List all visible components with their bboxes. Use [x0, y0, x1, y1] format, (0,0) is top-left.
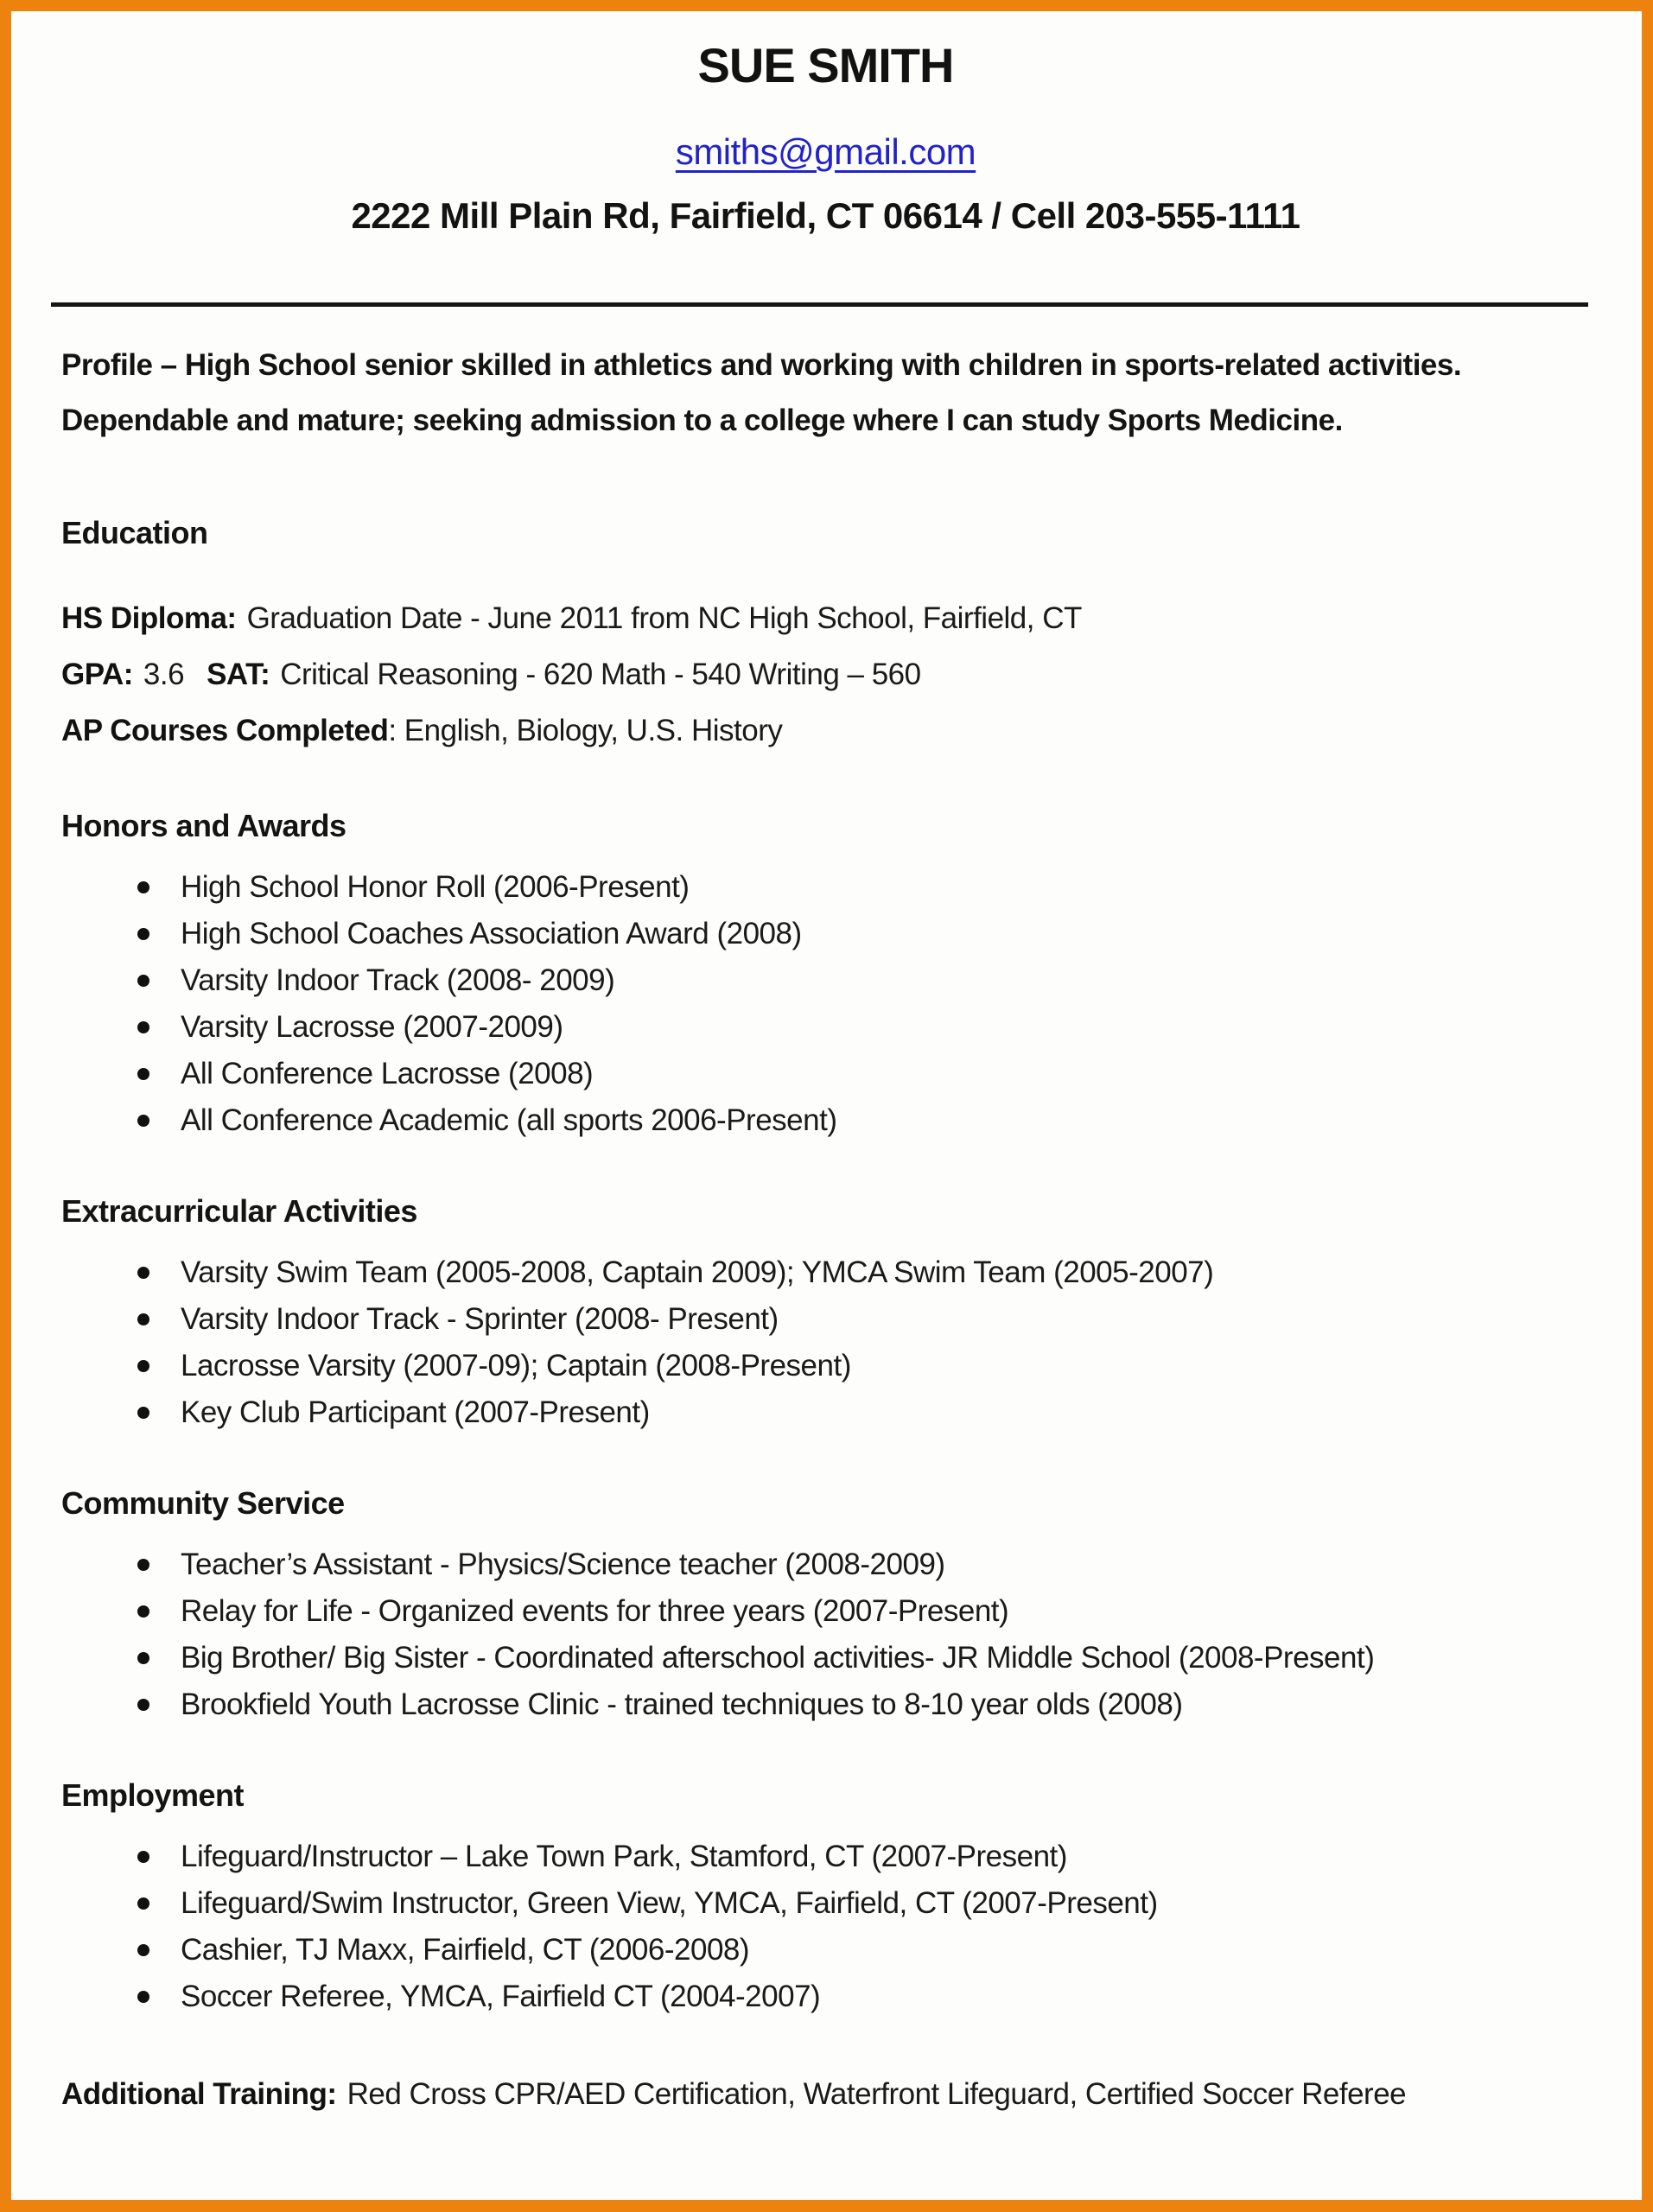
list-item: Varsity Lacrosse (2007-2009)	[51, 1004, 1600, 1051]
list-item: Varsity Indoor Track - Sprinter (2008- Present)	[51, 1296, 1600, 1343]
ap-courses-label: AP Courses Completed	[61, 714, 389, 747]
gpa-value: 3.6	[143, 658, 185, 691]
list-item: Varsity Indoor Track (2008- 2009)	[51, 957, 1600, 1004]
section-heading-honors: Honors and Awards	[61, 808, 346, 843]
sat-label: SAT:	[207, 658, 270, 691]
list-item: Soccer Referee, YMCA, Fairfield CT (2004-2007)	[51, 1974, 1600, 2020]
diploma-line	[51, 590, 1600, 646]
gpa-label: GPA:	[61, 658, 133, 691]
education-details	[51, 590, 1600, 759]
list-item: All Conference Lacrosse (2008)	[51, 1051, 1600, 1097]
section-heading-education: Education	[61, 515, 208, 550]
list-item: High School Honor Roll (2006-Present)	[51, 864, 1600, 911]
additional-training-label: Additional Training:	[61, 2077, 337, 2111]
ap-courses-line	[51, 702, 1600, 759]
extracurricular-list	[51, 1249, 1600, 1436]
sat-text: Critical Reasoning - 620 Math - 540 Writing – 560	[280, 658, 921, 691]
list-item: All Conference Academic (all sports 2006-Present)	[51, 1097, 1600, 1144]
list-item: High School Coaches Association Award (2008)	[51, 911, 1600, 957]
list-item: Key Club Participant (2007-Present)	[51, 1389, 1600, 1436]
diploma-label: HS Diploma:	[61, 601, 237, 635]
list-item: Relay for Life - Organized events for three years (2007-Present)	[51, 1588, 1600, 1635]
resume-content	[11, 37, 1642, 2115]
header-divider	[51, 302, 1588, 307]
additional-training-text: Red Cross CPR/AED Certification, Waterfront Lifeguard, Certified Soccer Referee	[346, 2077, 1407, 2111]
list-item: Lacrosse Varsity (2007-09); Captain (2008-Present)	[51, 1343, 1600, 1389]
community-service-list	[51, 1541, 1600, 1728]
list-item: Lifeguard/Instructor – Lake Town Park, Stamford, CT (2007-Present)	[51, 1834, 1600, 1880]
list-item: Cashier, TJ Maxx, Fairfield, CT (2006-2008)	[51, 1927, 1600, 1974]
list-item: Big Brother/ Big Sister - Coordinated afterschool activities- JR Middle School (2008-Present)	[51, 1635, 1600, 1681]
list-item: Teacher’s Assistant - Physics/Science teacher (2008-2009)	[51, 1541, 1600, 1588]
gpa-sat-line	[51, 646, 1600, 702]
section-heading-employment: Employment	[61, 1777, 245, 1813]
section-heading-extracurricular: Extracurricular Activities	[61, 1193, 417, 1229]
diploma-text: Graduation Date - June 2011 from NC High School, Fairfield, CT	[246, 601, 1082, 635]
list-item: Lifeguard/Swim Instructor, Green View, YMCA, Fairfield, CT (2007-Present)	[51, 1880, 1600, 1927]
employment-list	[51, 1834, 1600, 2020]
list-item: Brookfield Youth Lacrosse Clinic - trained techniques to 8-10 year olds (2008)	[51, 1681, 1600, 1728]
ap-courses-text: : English, Biology, U.S. History	[388, 714, 783, 747]
email-row	[51, 131, 1600, 173]
profile-summary: Profile – High School senior skilled in athletics and working with children in sports-related activities. Dependable and mature; seeking admission to a college where I can study Sports Medicine.	[61, 348, 1462, 437]
list-item: Varsity Swim Team (2005-2008, Captain 2009); YMCA Swim Team (2005-2007)	[51, 1249, 1600, 1296]
person-name: SUE SMITH	[697, 38, 954, 92]
honors-list	[51, 864, 1600, 1144]
additional-training-line	[51, 2074, 1600, 2115]
address-phone-line: 2222 Mill Plain Rd, Fairfield, CT 06614 / Cell 203-555-1111	[351, 195, 1300, 236]
email-link[interactable]: smiths@gmail.com	[675, 131, 976, 172]
section-heading-community-service: Community Service	[61, 1485, 345, 1521]
